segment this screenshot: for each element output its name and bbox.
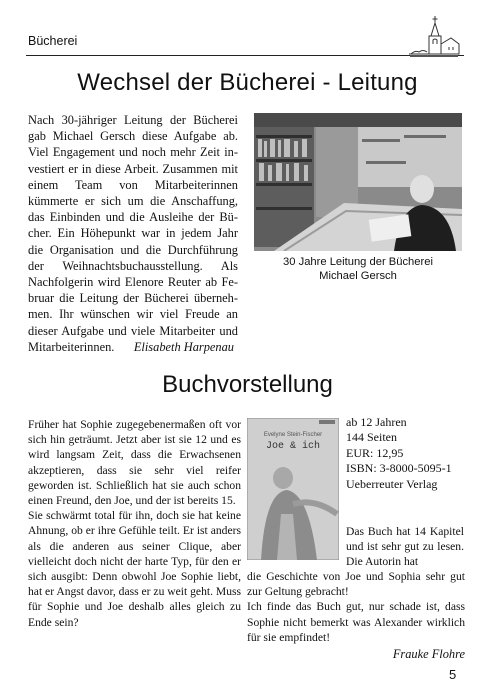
article-body: Nach 30-jähriger Leitung der Bücherei gab Michael Gersch diese Aufgabe ab. Viel Engagement und noch mehr Zeit investiert er in diese Arbeit. Zusammen mit einem Team von Mitarbeiterinnen kümmerte er sich um die Anschaffung, das Einbinden und die Ausleihe der Bücher. Ein Höhepunkt war in jedem Jahr die Organisation und die Durchführung der Weihnachtsbuchausstellung. Als Nachfolgerin wird Elenore Reuter ab Februar die Leitung der Bücherei übernehmen. Ihr wünschen wir viel Freude an dieser Aufgabe und viele Mitarbeiter und Mitarbeiterinnen. [28, 113, 238, 354]
book-fact: EUR: 12,95 [346, 445, 404, 460]
summary-paragraph: Früher hat Sophie zugegebenermaßen oft vor sich hin geträumt. Jetzt aber ist sie 12 und es wird langsam Zeit, dass die Erwachsenen akzeptieren, dass sie sehr viel reifer geworden ist. Schließlich hat sie auch schon einen Freund, den Joe, und der ist bereits 15. [28, 418, 241, 508]
photo-caption-line: 30 Jahre Leitung der Bücherei [283, 256, 433, 268]
page-header [0, 0, 495, 60]
library-photo [254, 113, 462, 251]
book-review-continued [247, 569, 465, 645]
book-fact: 144 Seiten [346, 430, 397, 445]
review-paragraph: die Geschichte von Joe und Sophia sehr gut zur Geltung gebracht! [247, 570, 465, 599]
book-fact: ab 12 Jahren [346, 415, 407, 429]
book-fact: ISBN: 3-8000-5095-1 [346, 461, 452, 476]
book-review: Das Buch hat 14 Kapitel und ist sehr gut zu lesen. Die Autorin hat [346, 525, 464, 569]
article-author: Elisabeth Harpenau [133, 340, 234, 354]
section-label: Bücherei [28, 34, 78, 48]
cover-title: Joe & ich [265, 441, 321, 452]
book-cover [247, 418, 339, 560]
book-summary [28, 417, 241, 630]
photo-caption [254, 255, 462, 283]
article-title: Wechsel der Bücherei - Leitung [77, 69, 418, 96]
page-number: 5 [449, 667, 457, 682]
book-fact: Ueberreuter Verlag [346, 476, 438, 491]
section-title: Buchvorstellung [162, 371, 333, 398]
header-rule [26, 55, 464, 56]
summary-paragraph: Sie schwärmt total für ihn, doch sie hat keine Ahnung, ob er ihre Gefühle teilt. Er ist anders als die anderen aus seiner Clique, aber vielleicht doch nicht der harte Typ, für den er sich ausgibt: Denn obwohl Joe Sophie liebt, hat er Angst davor, dass er zu weit geht. Muss für Sophie und Joe deshalb alles gleich zu Ende sein? [28, 509, 242, 629]
church-logo-icon [405, 14, 461, 58]
photo-caption-line: Michael Gersch [319, 270, 397, 282]
review-author: Frauke Flohre [392, 647, 465, 661]
cover-author: Evelyne Stein-Fischer [263, 432, 323, 438]
book-facts [346, 415, 466, 492]
review-paragraph: Ich finde das Buch gut, nur schade ist, dass Sophie nicht bemerkt was Alexander wirklich für sie empfindet! [247, 600, 465, 644]
